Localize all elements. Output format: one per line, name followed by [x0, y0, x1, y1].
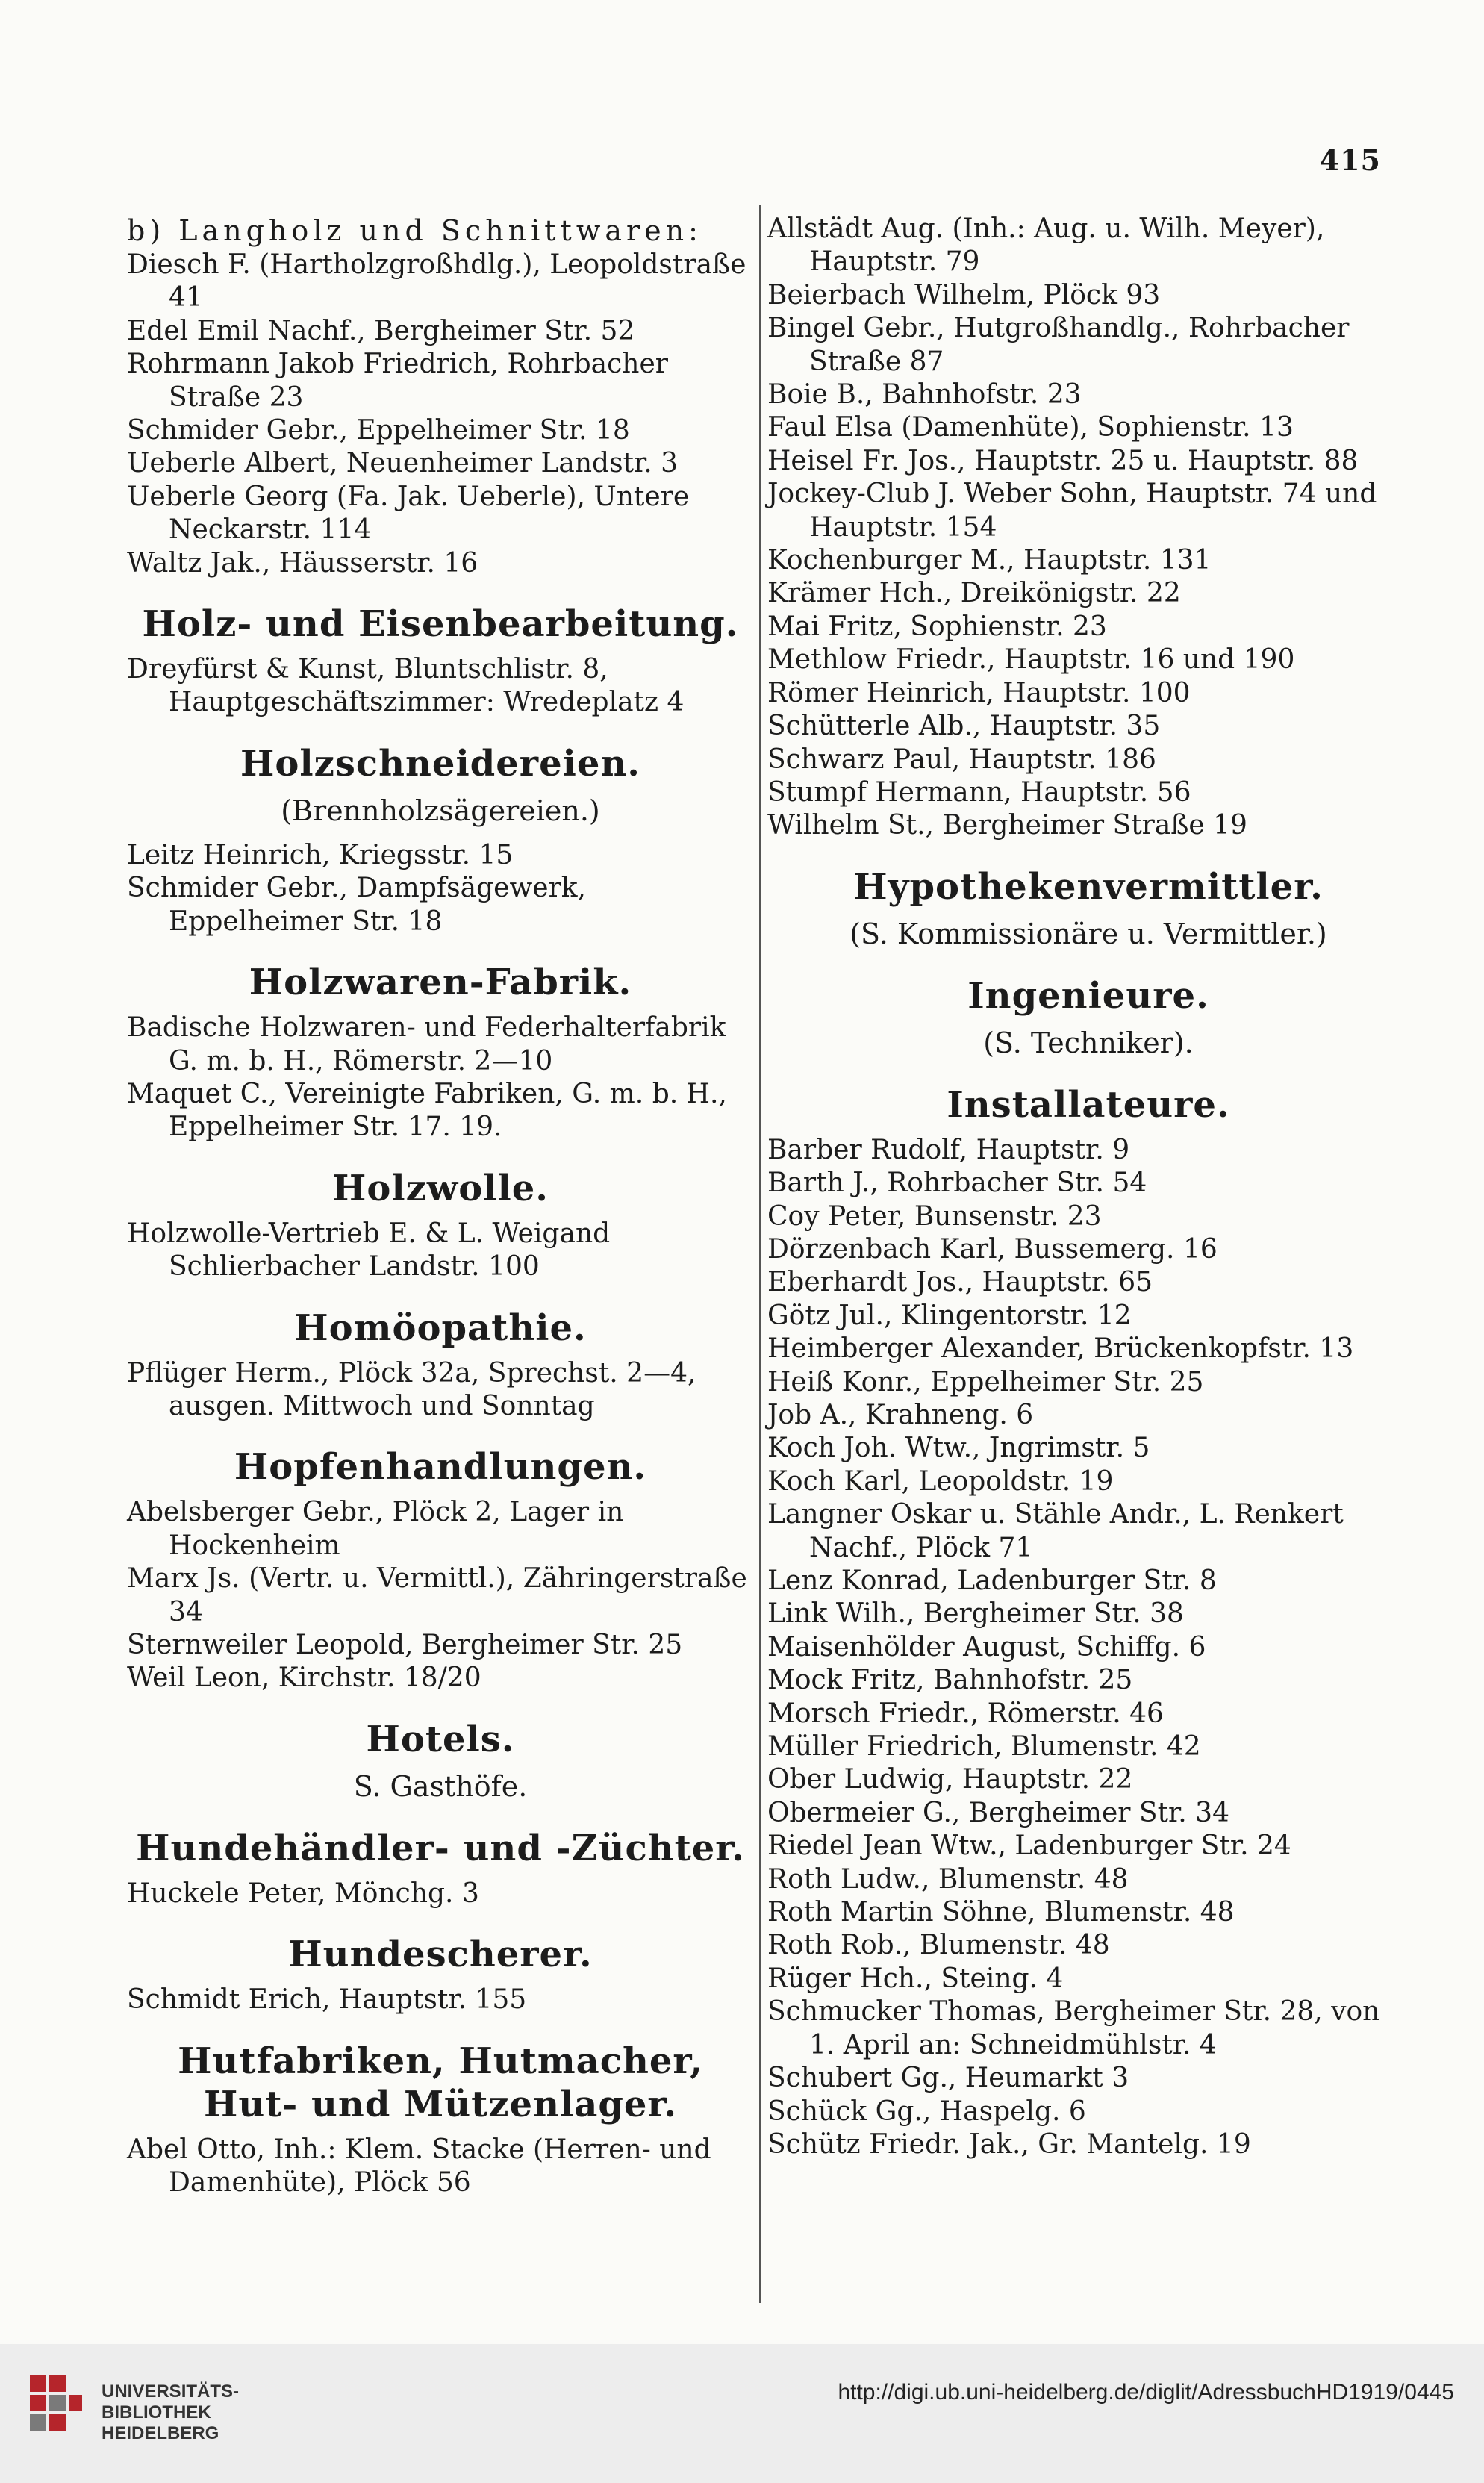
- directory-entry: Bingel Gebr., Hutgroßhandlg., Rohrbacher Straße 87: [767, 313, 1350, 377]
- directory-entry: Kochenburger M., Hauptstr. 131: [767, 545, 1212, 576]
- section-note: (S. Kommissionäre u. Vermittler.): [849, 917, 1327, 950]
- section-heading: Holzwaren-Fabrik.: [249, 962, 632, 1004]
- directory-entry: Schmucker Thomas, Bergheimer Str. 28, von 1. April an: Schneidmühlstr. 4: [767, 1996, 1380, 2060]
- left-column: [127, 213, 754, 2199]
- directory-entry: Schmider Gebr., Dampfsägewerk, Eppelheimer Str. 18: [127, 873, 587, 937]
- directory-entry: Abel Otto, Inh.: Klem. Stacke (Herren- und Damenhüte), Plöck 56: [127, 2134, 711, 2198]
- directory-entry: Müller Friedrich, Blumenstr. 42: [767, 1731, 1201, 1763]
- column-divider: [759, 205, 761, 2303]
- directory-entry: Stumpf Hermann, Hauptstr. 56: [767, 776, 1191, 808]
- directory-entry: Rohrmann Jakob Friedrich, Rohrbacher Straße 23: [127, 349, 669, 413]
- directory-entry: Waltz Jak., Häusserstr. 16: [127, 547, 478, 579]
- directory-entry: Mai Fritz, Sophienstr. 23: [767, 611, 1107, 642]
- directory-entry: Schück Gg., Haspelg. 6: [767, 2096, 1086, 2127]
- directory-entry: Ueberle Georg (Fa. Jak. Ueberle), Untere Neckarstr. 114: [127, 481, 690, 546]
- directory-entry: Roth Rob., Blumenstr. 48: [767, 1930, 1110, 1961]
- directory-entry: Badische Holzwaren- und Federhalterfabrik G. m. b. H., Römerstr. 2—10: [127, 1012, 726, 1077]
- directory-entry: Ober Ludwig, Hauptstr. 22: [767, 1764, 1133, 1795]
- directory-entry: Krämer Hch., Dreikönigstr. 22: [767, 578, 1181, 609]
- section-heading: b) Langholz und Schnittwaren:: [127, 214, 702, 247]
- directory-entry: Methlow Friedr., Hauptstr. 16 und 190: [767, 644, 1295, 676]
- section-heading: Holzschneidereien.: [240, 742, 640, 785]
- directory-entry: Ueberle Albert, Neuenheimer Landstr. 3: [127, 448, 679, 479]
- page-number: 415: [1319, 143, 1381, 177]
- directory-entry: Rüger Hch., Steing. 4: [767, 1963, 1064, 1994]
- directory-entry: Link Wilh., Bergheimer Str. 38: [767, 1598, 1184, 1630]
- directory-entry: Pflüger Herm., Plöck 32a, Sprechst. 2—4, ausgen. Mittwoch und Sonntag: [127, 1357, 696, 1421]
- directory-entry: Edel Emil Nachf., Bergheimer Str. 52: [127, 315, 635, 346]
- directory-entry: Holzwolle-Vertrieb E. & L. Weigand Schlierbacher Landstr. 100: [127, 1218, 611, 1283]
- directory-entry: Marx Js. (Vertr. u. Vermittl.), Zähringerstraße 34: [127, 1563, 747, 1627]
- directory-entry: Schütterle Alb., Hauptstr. 35: [767, 711, 1161, 742]
- directory-entry: Schütz Friedr. Jak., Gr. Mantelg. 19: [767, 2128, 1251, 2160]
- section-heading: Homöopathie.: [294, 1306, 587, 1349]
- directory-entry: Lenz Konrad, Ladenburger Str. 8: [767, 1565, 1217, 1596]
- directory-entry: Eberhardt Jos., Hauptstr. 65: [767, 1267, 1153, 1298]
- directory-entry: Koch Karl, Leopoldstr. 19: [767, 1465, 1114, 1497]
- directory-entry: Roth Martin Söhne, Blumenstr. 48: [767, 1897, 1235, 1928]
- directory-entry: Barth J., Rohrbacher Str. 54: [767, 1168, 1147, 1199]
- directory-entry: Wilhelm St., Bergheimer Straße 19: [767, 810, 1247, 841]
- directory-entry: Maquet C., Vereinigte Fabriken, G. m. b. H., Eppelheimer Str. 17. 19.: [127, 1078, 727, 1143]
- directory-entry: Obermeier G., Bergheimer Str. 34: [767, 1797, 1229, 1828]
- directory-entry: Jockey-Club J. Weber Sohn, Hauptstr. 74 und Hauptstr. 154: [767, 479, 1377, 543]
- directory-entry: Römer Heinrich, Hauptstr. 100: [767, 677, 1191, 708]
- section-note: S. Gasthöfe.: [353, 1769, 528, 1803]
- directory-entry: Koch Joh. Wtw., Jngrimstr. 5: [767, 1433, 1150, 1464]
- section-heading: Hopfenhandlungen.: [234, 1446, 647, 1489]
- section-heading: Holzwolle.: [332, 1167, 549, 1209]
- directory-entry: Heisel Fr. Jos., Hauptstr. 25 u. Hauptstr. 88: [767, 445, 1359, 476]
- directory-entry: Roth Ludw., Blumenstr. 48: [767, 1863, 1129, 1895]
- source-url-link[interactable]: http://digi.ub.uni-heidelberg.de/diglit/AdressbuchHD1919/0445: [838, 2380, 1454, 2405]
- library-seal-icon: [27, 2371, 87, 2453]
- directory-entry: Dörzenbach Karl, Bussemerg. 16: [767, 1233, 1218, 1265]
- directory-entry: Leitz Heinrich, Kriegsstr. 15: [127, 839, 514, 870]
- right-column: [767, 213, 1409, 2161]
- section-heading: Hutfabriken, Hutmacher, Hut- und Mützenlager.: [178, 2040, 703, 2125]
- directory-entry: Schubert Gg., Heumarkt 3: [767, 2063, 1129, 2094]
- section-heading: Holz- und Eisenbearbeitung.: [142, 603, 739, 646]
- section-heading: Installateure.: [947, 1083, 1230, 1126]
- directory-entry: Langner Oskar u. Stähle Andr., L. Renkert Nachf., Plöck 71: [767, 1499, 1344, 1563]
- library-name: [102, 2381, 239, 2444]
- directory-entry: Heimberger Alexander, Brückenkopfstr. 13: [767, 1333, 1354, 1365]
- directory-entry: Diesch F. (Hartholzgroßhdlg.), Leopoldstraße 41: [127, 249, 746, 314]
- directory-entry: Morsch Friedr., Römerstr. 46: [767, 1698, 1164, 1729]
- directory-entry: Riedel Jean Wtw., Ladenburger Str. 24: [767, 1831, 1291, 1862]
- viewer-footer: [0, 2344, 1484, 2483]
- section-heading: Ingenieure.: [967, 974, 1209, 1017]
- directory-entry: Götz Jul., Klingentorstr. 12: [767, 1300, 1132, 1331]
- directory-entry: Heiß Konr., Eppelheimer Str. 25: [767, 1366, 1204, 1398]
- directory-entry: Sternweiler Leopold, Bergheimer Str. 25: [127, 1629, 683, 1660]
- directory-entry: Faul Elsa (Damenhüte), Sophienstr. 13: [767, 412, 1294, 443]
- section-heading: Hundescherer.: [288, 1934, 593, 1976]
- directory-entry: Job A., Krahneng. 6: [767, 1399, 1034, 1430]
- directory-entry: Abelsberger Gebr., Plöck 2, Lager in Hockenheim: [127, 1497, 624, 1561]
- directory-entry: Schmidt Erich, Hauptstr. 155: [127, 1984, 527, 2016]
- section-note: (S. Techniker).: [983, 1026, 1194, 1059]
- logo-line-3: HEIDELBERG: [102, 2423, 219, 2443]
- directory-entry: Coy Peter, Bunsenstr. 23: [767, 1200, 1102, 1232]
- logo-line-2: BIBLIOTHEK: [102, 2402, 211, 2423]
- section-heading: Hotels.: [366, 1718, 515, 1760]
- directory-entry: Huckele Peter, Mönchg. 3: [127, 1878, 479, 1909]
- directory-entry: Schmider Gebr., Eppelheimer Str. 18: [127, 415, 630, 446]
- library-logo[interactable]: [27, 2371, 251, 2453]
- logo-line-1: UNIVERSITÄTS-: [102, 2381, 240, 2402]
- directory-entry: Maisenhölder August, Schiffg. 6: [767, 1631, 1206, 1663]
- directory-entry: Barber Rudolf, Hauptstr. 9: [767, 1134, 1130, 1165]
- directory-entry: Weil Leon, Kirchstr. 18/20: [127, 1663, 481, 1694]
- directory-entry: Boie B., Bahnhofstr. 23: [767, 379, 1082, 411]
- section-heading: Hypothekenvermittler.: [853, 865, 1324, 908]
- directory-entry: Schwarz Paul, Hauptstr. 186: [767, 744, 1156, 775]
- section-note: (Brennholzsägereien.): [281, 794, 600, 827]
- section-heading: Hundehändler- und -Züchter.: [136, 1827, 745, 1869]
- directory-entry: Allstädt Aug. (Inh.: Aug. u. Wilh. Meyer), Hauptstr. 79: [767, 214, 1325, 278]
- directory-entry: Beierbach Wilhelm, Plöck 93: [767, 279, 1161, 311]
- directory-entry: Mock Fritz, Bahnhofstr. 25: [767, 1665, 1133, 1696]
- directory-entry: Dreyfürst & Kunst, Bluntschlistr. 8, Hauptgeschäftszimmer: Wredeplatz 4: [127, 654, 685, 718]
